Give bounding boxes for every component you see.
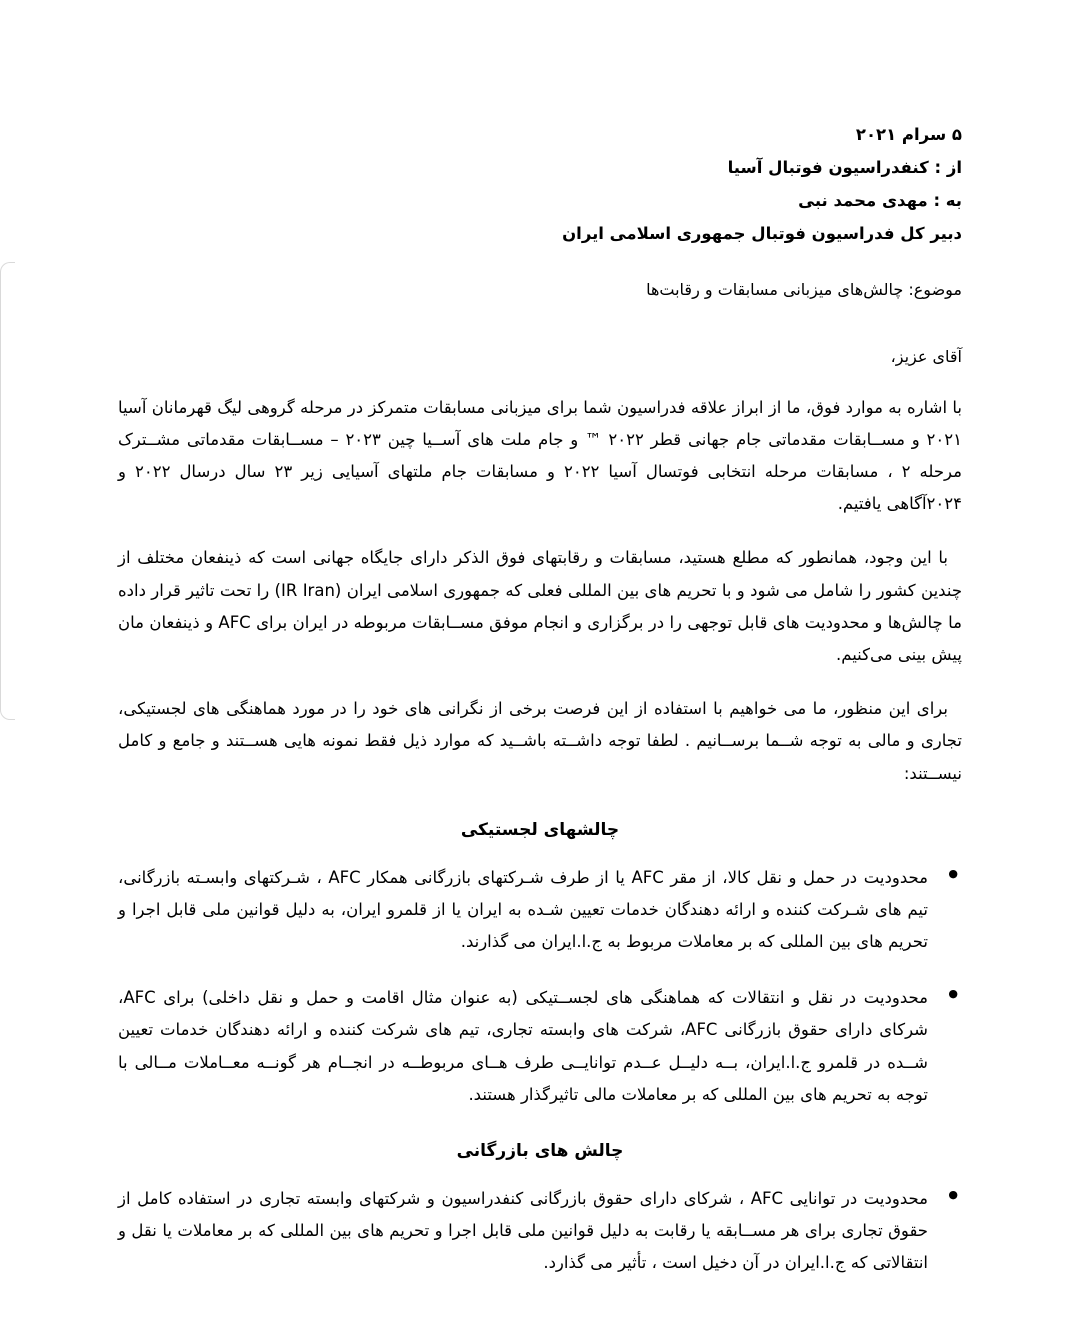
list-item: ● محدودیت در نقل و انتقالات که هماهنگی های لجســتیکی (به عنوان مثال اقامت و حمل و نقل داخلی) برای AFC، شرکای دارای حقوق بازرگانی AFC، شرکت های وابسته تجاری، تیم های شرکت کننده و ارائه دهندگان خدمات تعیین شــده در قلمرو ج.ا.ایران، بــه دلیــل عــدم توانایــی طرف هــای مربوطــه در انجــام هر گونــه معــاملات مــالی با توجه به تحریم های بین المللی که بر معاملات مالی تاثیرگذار هستند. [118, 982, 962, 1111]
list-item: ● محدودیت در توانایی AFC ، شرکای دارای حقوق بازرگانی کنفدراسیون و شرکتهای وابسته تجاری در استفاده کامل از حقوق تجاری برای هر مســابقه یا رقابت به دلیل قوانین ملی قابل اجرا و تحریم های بین المللی که بر معاملات یا نقل و انتقالاتی که ج.ا.ایران در آن دخیل است ، تأثیر می گذارد. [118, 1183, 962, 1280]
letter-header [118, 118, 962, 250]
letter-subject: موضوع: چالش‌های میزبانی مسابقات و رقابت‌ها [646, 280, 962, 299]
letter-to: به : مهدی محمد نبی [798, 191, 962, 210]
letter-from: از : کنفدراسیون فوتبال آسیا [727, 158, 962, 177]
page-edge-artifact [0, 262, 15, 720]
letter-salutation: آقای عزیز، [890, 346, 962, 366]
paragraph-2: با این وجود، همانطور که مطلع هستید، مسابقات و رقابتهای فوق الذکر دارای جایگاه جهانی است که ذینفعان مختلف از چندین کشور را شامل می شود و با تحریم های بین المللی فعلی که جمهوری اسلامی ایران (IR Iran) را تحت تاثیر قرار داده ما چالش‌ها و محدودیت های قابل توجهی را در برگزاری و انجام موفق مســابقات مربوطه در ایران برای AFC و ذینفعان مان پیش بینی می‌کنیم. [118, 548, 963, 664]
letter-date: ۵ سرام ۲۰۲۱ [855, 125, 962, 144]
section-title-commercial: چالش های بازرگانی [456, 1140, 624, 1161]
bullet-list-commercial [118, 1183, 962, 1280]
paragraph-3: برای این منظور، ما می خواهیم با استفاده از این فرصت برخی از نگرانی های خود را در مورد هماهنگی های لجستیکی، تجاری و مالی به توجه شــما برســانیم . لطفا توجه داشــته باشــید که موارد ذیل فقط نمونه هایی هســتند و جامع و کامل نیســتند: [118, 699, 962, 783]
paragraph-1: با اشاره به موارد فوق، ما از ابراز علاقه فدراسیون شما برای میزبانی مسابقات متمرکز در مرحله گروهی لیگ قهرمانان آسیا ۲۰۲۱ و مســابقات مقدماتی جام جهانی قطر ۲۰۲۲ ™ و جام ملت های آســیا چین ۲۰۲۳ – مســابقات مقدماتی مشــترک مرحله ۲ ، مسابقات مرحله انتخابی فوتسال آسیا ۲۰۲۲ و مسابقات جام ملتهای آسیایی زیر ۲۳ سال درسال ۲۰۲۲ و ۲۰۲۴آگاهی یافتیم. [118, 397, 962, 514]
section-title-logistics: چالشهای لجستیکی [460, 819, 620, 840]
list-item: ● محدودیت در حمل و نقل کالا، از مقر AFC یا از طرف شـرکتهای بازرگانی همکار AFC ، شـرکتهای وابسـته بازرگانی، تیم های شـرکت کننده و ارائه دهندگان خدمات تعیین شـده به ایران یا از قلمرو ایران، به دلیل قوانین ملی قابل اجرا و تحریم های بین المللی که بر معاملات مربوط به ج.ا.ایران می گذارند. [118, 862, 962, 959]
bullet-list-logistics [118, 862, 962, 1111]
document-body [118, 118, 962, 1303]
letter-to-title: دبیر کل فدراسیون فوتبال جمهوری اسلامی ایران [562, 224, 962, 243]
